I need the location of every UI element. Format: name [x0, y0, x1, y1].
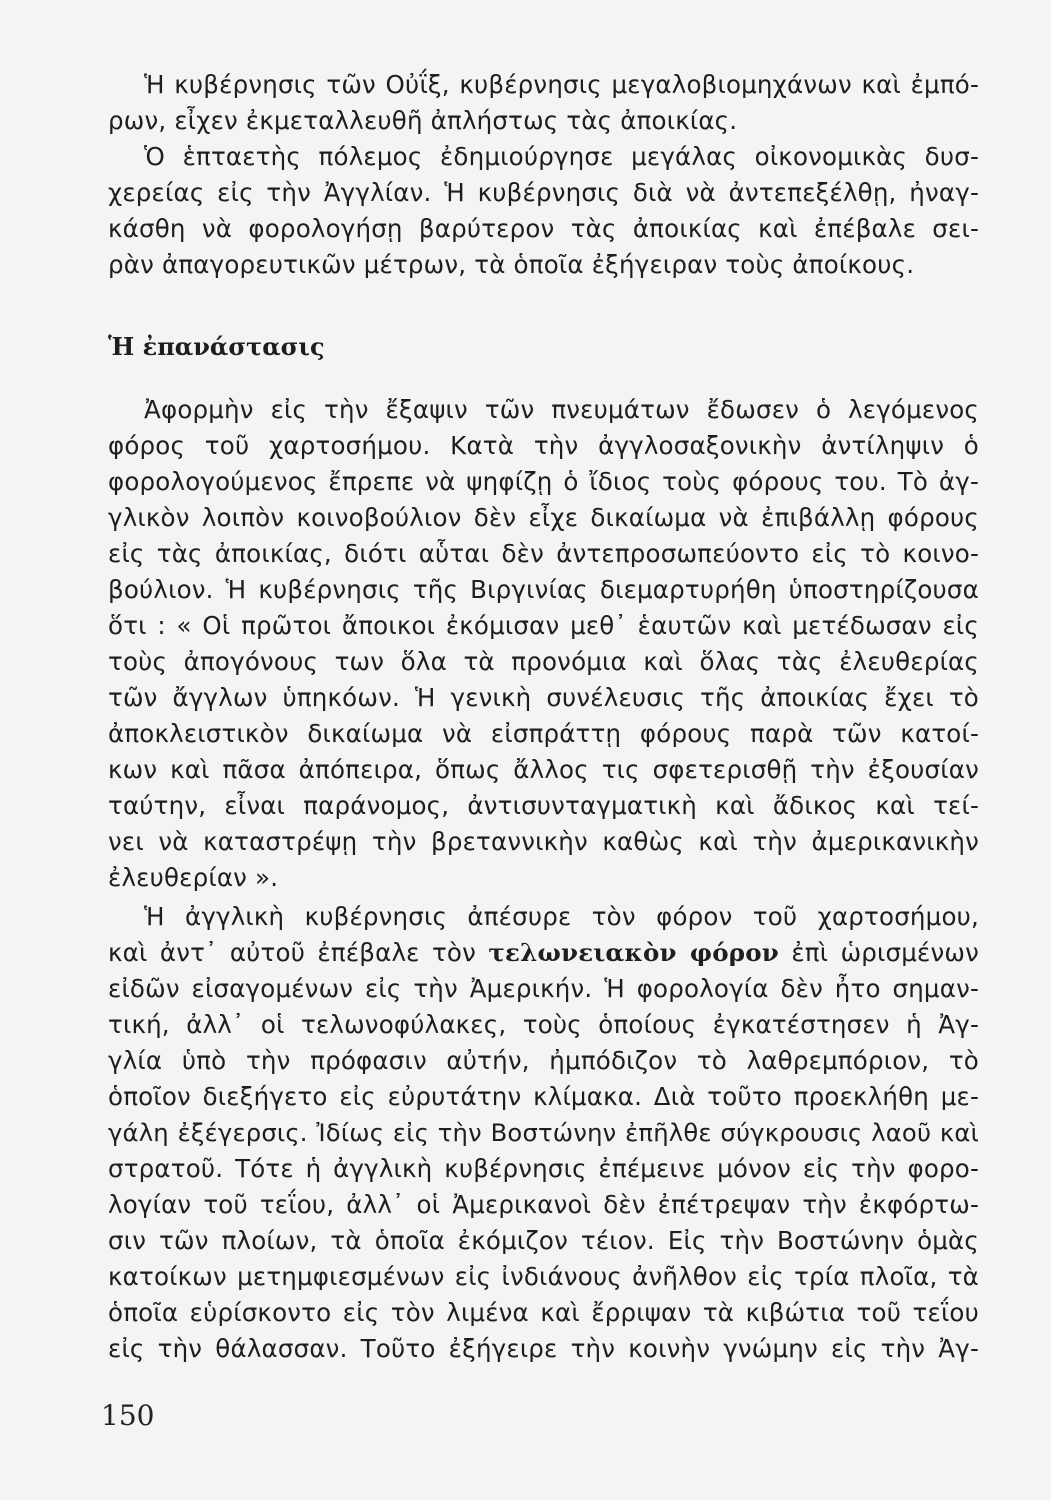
text-line: κατοίκων μετημφιεσμένων εἰς ἰνδιάνους ἀνῆλθον εἰς τρία πλοῖα, τὰ	[108, 1262, 979, 1291]
text-line: Ἡ κυβέρνησις τῶν Οὐΐξ, κυβέρνησις μεγαλοβιομηχάνων καὶ ἐμπό-	[144, 70, 979, 99]
text-line: γλία ὑπὸ τὴν πρόφασιν αὐτήν, ἠμπόδιζον τὸ λαθρεμπόριον, τὸ	[108, 1046, 979, 1075]
text-line: ρων, εἶχεν ἐκμεταλλευθῆ ἀπλήστως τὰς ἀποικίας.	[108, 106, 738, 135]
text-line: ἐλευθερίαν ».	[108, 863, 279, 892]
text-line: εἰς τὰς ἀποικίας, διότι αὗται δὲν ἀντεπροσωπεύοντο εἰς τὸ κοινο-	[108, 539, 979, 568]
text-line: εἰδῶν εἰσαγομένων εἰς τὴν Ἀμερικήν. Ἡ φορολογία δὲν ἦτο σημαν-	[108, 974, 979, 1003]
text-line: γλικὸν λοιπὸν κοινοβούλιον δὲν εἶχε δικαίωμα νὰ ἐπιβάλλῃ φόρους	[108, 503, 979, 532]
text-line: ὅτι : « Οἱ πρῶτοι ἄποικοι ἐκόμισαν μεθ᾿ ἑαυτῶν καὶ μετέδωσαν εἰς	[108, 611, 979, 640]
bold-term: τελωνειακὸν φόρον	[488, 938, 779, 967]
text-line: σιν τῶν πλοίων, τὰ ὁποῖα ἐκόμιζον τέιον. Εἰς τὴν Βοστώνην ὁμὰς	[108, 1226, 979, 1255]
text-segment: καὶ ἀντ᾿ αὐτοῦ ἐπέβαλε τὸν	[108, 938, 489, 967]
text-line: Ὁ ἑπταετὴς πόλεμος ἐδημιούργησε μεγάλας οἰκονομικὰς δυσ-	[144, 142, 979, 171]
text-line: νει νὰ καταστρέψῃ τὴν βρεταννικὴν καθὼς καὶ τὴν ἀμερικανικὴν	[108, 827, 979, 856]
text-line: κάσθη νὰ φορολογήσῃ βαρύτερον τὰς ἀποικίας καὶ ἐπέβαλε σει-	[108, 214, 979, 243]
text-line: χερείας εἰς τὴν Ἀγγλίαν. Ἡ κυβέρνησις διὰ νὰ ἀντεπεξέλθῃ, ἠναγ-	[108, 178, 979, 207]
text-line: γάλη ἐξέγερσις. Ἰδίως εἰς τὴν Βοστώνην ἐπῆλθε σύγκρουσις λαοῦ καὶ	[108, 1118, 979, 1147]
text-line: κων καὶ πᾶσα ἀπόπειρα, ὅπως ἄλλος τις σφετερισθῇ τὴν ἐξουσίαν	[108, 755, 979, 784]
text-line: φορολογούμενος ἔπρεπε νὰ ψηφίζῃ ὁ ἴδιος τοὺς φόρους του. Τὸ ἀγ-	[108, 467, 979, 496]
text-line: Ἀφορμὴν εἰς τὴν ἔξαψιν τῶν πνευμάτων ἔδωσεν ὁ λεγόμενος	[144, 395, 979, 424]
text-line: ἀποκλειστικὸν δικαίωμα νὰ εἰσπράττῃ φόρους παρὰ τῶν κατοί-	[108, 719, 979, 748]
page-number: 150	[101, 1399, 155, 1432]
text-line: φόρος τοῦ χαρτοσήμου. Κατὰ τὴν ἀγγλοσαξονικὴν ἀντίληψιν ὁ	[108, 431, 979, 460]
text-line: τική, ἀλλ᾿ οἱ τελωνοφύλακες, τοὺς ὁποίους ἐγκατέστησεν ἡ Ἀγ-	[108, 1010, 979, 1039]
text-segment: ἐπὶ ὡρισμένων	[778, 938, 979, 967]
text-line: λογίαν τοῦ τεΐου, ἀλλ᾿ οἱ Ἀμερικανοὶ δὲν ἐπέτρεψαν τὴν ἐκφόρτω-	[108, 1190, 979, 1219]
section-heading: Ἡ ἐπανάστασις	[108, 332, 325, 361]
text-line: στρατοῦ. Τότε ἡ ἀγγλικὴ κυβέρνησις ἐπέμεινε μόνον εἰς τὴν φορο-	[108, 1154, 979, 1183]
text-line: Ἡ ἀγγλικὴ κυβέρνησις ἀπέσυρε τὸν φόρον τοῦ χαρτοσήμου,	[144, 902, 979, 931]
text-line-with-bold-term	[108, 936, 979, 970]
text-line: ὁποῖον διεξήγετο εἰς εὐρυτάτην κλίμακα. Διὰ τοῦτο προεκλήθη με-	[108, 1082, 979, 1111]
text-line: τοὺς ἀπογόνους των ὅλα τὰ προνόμια καὶ ὅλας τὰς ἐλευθερίας	[108, 647, 979, 676]
text-line: εἰς τὴν θάλασσαν. Τοῦτο ἐξήγειρε τὴν κοινὴν γνώμην εἰς τὴν Ἀγ-	[108, 1334, 979, 1363]
text-line: ὁποῖα εὑρίσκοντο εἰς τὸν λιμένα καὶ ἔρριψαν τὰ κιβώτια τοῦ τεΐου	[108, 1298, 979, 1327]
text-line: ρὰν ἀπαγορευτικῶν μέτρων, τὰ ὁποῖα ἐξήγειραν τοὺς ἀποίκους.	[108, 250, 915, 279]
text-line: ταύτην, εἶναι παράνομος, ἀντισυνταγματικὴ καὶ ἄδικος καὶ τεί-	[108, 791, 979, 820]
text-line: βούλιον. Ἡ κυβέρνησις τῆς Βιργινίας διεμαρτυρήθη ὑποστηρίζουσα	[108, 575, 979, 604]
text-line: τῶν ἄγγλων ὑπηκόων. Ἡ γενικὴ συνέλευσις τῆς ἀποικίας ἔχει τὸ	[108, 683, 979, 712]
